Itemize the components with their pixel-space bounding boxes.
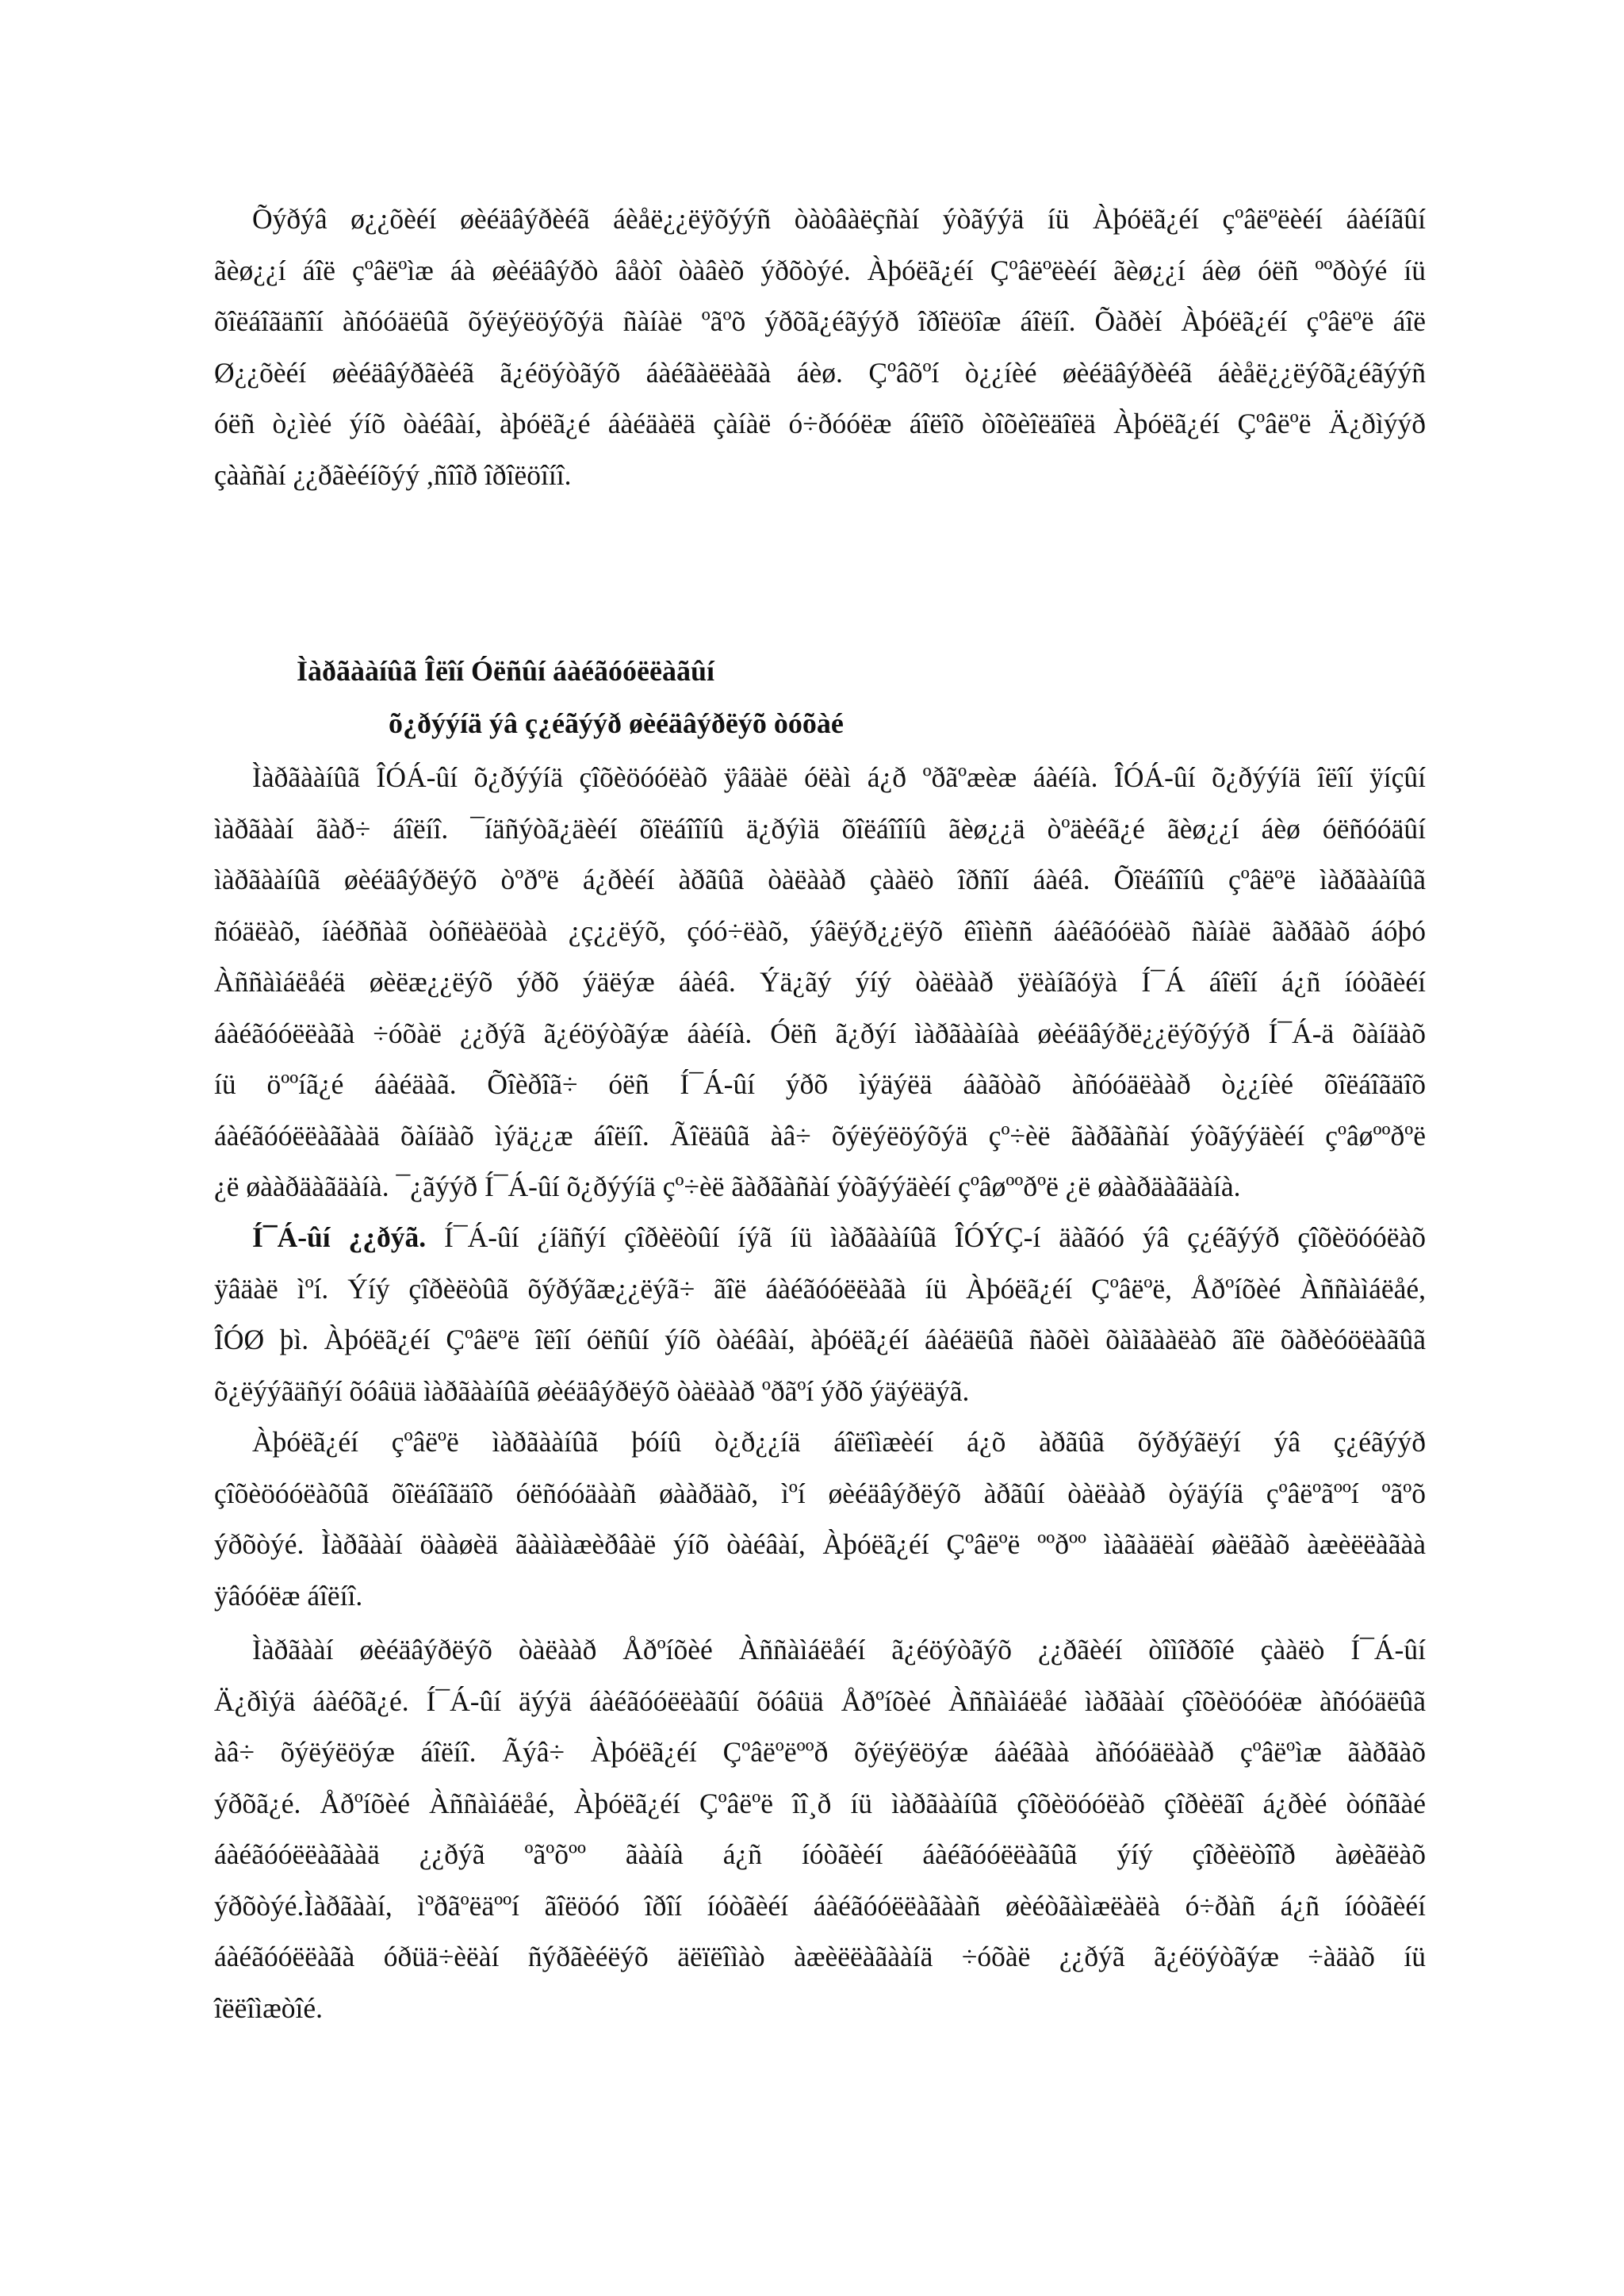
paragraph-line: ýðõã¿é. Åðºíõèé Àññàìáëåé, Àþóëã¿éí Çºâëºë îî¸ð íü ìàðãààíûã çîõèöóóëàõ çîðèëãî á¿ðèé òóñãàé (214, 1787, 1426, 1819)
paragraph-2 (214, 752, 1426, 1213)
paragraph-line: ãèø¿¿í áîë çºâëºìæ áà øèéäâýðò âåòî òàâèõ ýðõòýé. Àþóëã¿éí Çºâëºëèéí ãèø¿¿í áèø óëñ ººðòýé íü (214, 254, 1426, 286)
paragraph-line: ÎÓØ þì. Àþóëã¿éí Çºâëºë îëîí óëñûí ýíõ òàéâàí, àþóëã¿éí áàéäëûã ñàõèì õàìãààëàõ ãîë õàðèóöëàãûã (214, 1324, 1426, 1355)
paragraph-line: áàéãóóëëàãààä ¿¿ðýã ºãºõºº ãààíà á¿ñ íóòãèéí áàéãóóëëàãûã ýíý çîðèëòîîð àøèãëàõ (214, 1838, 1426, 1870)
section-heading-line-1: Ìàðãààíûã Îëîí Óëñûí áàéãóóëëàãûí (297, 655, 715, 687)
paragraph-line: îëëîìæòîé. (214, 1991, 324, 2024)
paragraph-line: ìàðãààí ãàð÷ áîëíî. ¯íäñýòã¿äèéí õîëáîîíû ä¿ðýìä õîëáîîíû ãèø¿¿ä òºäèéã¿é ãèø¿¿í áèø óëñóóäûí (214, 812, 1426, 845)
paragraph-line: ñóäëàõ, íàéðñàã òóñëàëöàà ¿ç¿¿ëýõ, çóó÷ëàõ, ýâëýð¿¿ëýõ êîìèññ áàéãóóëàõ ñàíàë ãàðãàõ áóþó (214, 914, 1426, 947)
paragraph-line: áàéãóóëëàãà óðüä÷èëàí ñýðãèéëýõ äëïëîìàò àæèëëàãààíä ÷óõàë ¿¿ðýã ã¿éöýòãýæ ÷àäàõ íü (214, 1941, 1426, 1972)
paragraph-line: óëñ ò¿ìèé ýíõ òàéâàí, àþóëã¿é áàéäàëä çàíàë ó÷ðóóëæ áîëîõ òîõèîëäîëä Àþóëã¿éí Çºâëºë Ä¿ðìýýð (214, 408, 1426, 439)
paragraph-line: íü öººíã¿é áàéäàã. Õîèðîã÷ óëñ Í¯Á-ûí ýðõ ìýäýëä áàãòàõ àñóóäëààð ò¿¿íèé õîëáîãäîõ (214, 1068, 1426, 1100)
paragraph-4 (214, 1416, 1426, 1621)
paragraph-line: ¿ë øààðäàãäàíà. ¯¿ãýýð Í¯Á-ûí õ¿ðýýíä çº÷èë ãàðãàñàí ýòãýýäèéí çºâøººðºë ¿ë øààðäàãäàíà. (214, 1171, 1241, 1202)
paragraph-5 (214, 1624, 1426, 2033)
paragraph-line: áàéãóóëëàãààä õàíäàõ ìýä¿¿æ áîëíî. Ãîëäûã àâ÷ õýëýëöýõýä çº÷èë ãàðãàñàí ýòãýýäèéí çºâøººðºë (214, 1119, 1426, 1152)
paragraph-line: çîõèöóóëàõûã õîëáîãäîõ óëñóóäààñ øààðäàõ, ìºí øèéäâýðëýõ àðãûí òàëààð òýäýíä çºâëºãººí ºãºõ (214, 1477, 1426, 1509)
paragraph-line: Ä¿ðìýä áàéõã¿é. Í¯Á-ûí äýýä áàéãóóëëàãûí õóâüä Åðºíõèé Àññàìáëåé ìàðãààí çîõèöóóëæ àñóóäëûã (214, 1685, 1426, 1717)
paragraph-line: ìàðãààíûã øèéäâýðëýõ òºðºë á¿ðèéí àðãûã òàëààð çààëò îðñîí áàéâ. Õîëáîîíû çºâëºë ìàðãààíûã (214, 864, 1426, 895)
paragraph-3 (214, 1212, 1426, 1416)
section-heading-line-2: õ¿ðýýíä ýâ ç¿éãýýð øèéäâýðëýõ òóõàé (389, 707, 844, 739)
paragraph-line: Ø¿¿õèéí øèéäâýðãèéã ã¿éöýòãýõ áàéãàëëàãà áèø. Çºâõºí ò¿¿íèé øèéäâýðèéã áèåë¿¿ëýõã¿éãýýñ (214, 356, 1426, 389)
paragraph-1 (214, 194, 1426, 500)
paragraph-line: õ¿ëýýãäñýí õóâüä ìàðãààíûã øèéäâýðëýõ òàëààð ºðãºí ýðõ ýäýëäýã. (214, 1374, 970, 1407)
paragraph-line: ÿâäàë ìºí. Ýíý çîðèëòûã õýðýãæ¿¿ëýã÷ ãîë áàéãóóëëàãà íü Àþóëã¿éí Çºâëºë, Åðºíõèé Àññàìáëåé, (214, 1272, 1426, 1305)
paragraph-line: ýðõòýé.Ìàðãààí, ìºðãºëäººí ãîëöóó îðîí íóòãèéí áàéãóóëëàãààñ øèéòãàìæëàëà ó÷ðàñ á¿ñ íóòãèéí (214, 1889, 1426, 1922)
paragraph-line: çààñàí ¿¿ðãèéíõýý ,ñîîð îðîëöîíî. (214, 458, 572, 491)
paragraph-line: Õýðýâ ø¿¿õèéí øèéäâýðèéã áèåë¿¿ëÿõýýñ òàòâàëçñàí ýòãýýä íü Àþóëã¿éí çºâëºëèéí áàéíãûí (252, 203, 1426, 235)
paragraph-line: áàéãóóëëàãà ÷óõàë ¿¿ðýã ã¿éöýòãýæ áàéíà. Óëñ ã¿ðýí ìàðãààíàà øèéäâýðë¿¿ëýõýýð Í¯Á-ä õàíäàõ (214, 1017, 1426, 1049)
runin-heading: Í¯Á-ûí ¿¿ðýã. (252, 1221, 427, 1253)
paragraph-line-text: Í¯Á-ûí ¿íäñýí çîðèëòûí íýã íü ìàðãààíûã ÎÓÝÇ-í äàãóó ýâ ç¿éãýýð çîõèöóóëàõ (426, 1221, 1426, 1253)
paragraph-line: Àþóëã¿éí çºâëºë ìàðãààíûã þóíû ò¿ð¿¿íä áîëîìæèéí á¿õ àðãûã õýðýãëýí ýâ ç¿éãýýð (252, 1426, 1426, 1458)
paragraph-line (214, 1212, 1426, 1263)
paragraph-line: Ìàðãààíûã ÎÓÁ-ûí õ¿ðýýíä çîõèöóóëàõ ÿâäàë óëàì á¿ð ºðãºæèæ áàéíà. ÎÓÁ-ûí õ¿ðýýíä îëîí ÿíçûí (252, 761, 1426, 793)
paragraph-line: õîëáîãäñîí àñóóäëûã õýëýëöýõýä ñàíàë ºãºõ ýðõã¿éãýýð îðîëöîæ áîëíî. Õàðèí Àþóëã¿éí çºâëºë áîë (214, 305, 1426, 337)
paragraph-line: Ìàðãààí øèéäâýðëýõ òàëààð Åðºíõèé Àññàìáëåéí ã¿éöýòãýõ ¿¿ðãèéí òîìîðõîé çààëò Í¯Á-ûí (252, 1634, 1426, 1665)
paragraph-line: Àññàìáëåéä øèëæ¿¿ëýõ ýðõ ýäëýæ áàéâ. Ýä¿ãý ýíý òàëààð ÿëàíãóÿà Í¯Á áîëîí á¿ñ íóòãèéí (214, 966, 1426, 998)
paragraph-line: ÿâóóëæ áîëíî. (214, 1579, 363, 1612)
paragraph-line: àâ÷ õýëýëöýæ áîëíî. Ãýâ÷ Àþóëã¿éí Çºâëºëººð õýëýëöýæ áàéãàà àñóóäëààð çºâëºìæ ãàðãàõ (214, 1736, 1426, 1768)
paragraph-line: ýðõòýé. Ìàðãààí öààøèä ãààìàæèðâàë ýíõ òàéâàí, Àþóëã¿éí Çºâëºë ººðºº ìàãàäëàí øàëãàõ àæèëëàãàà (214, 1528, 1426, 1560)
